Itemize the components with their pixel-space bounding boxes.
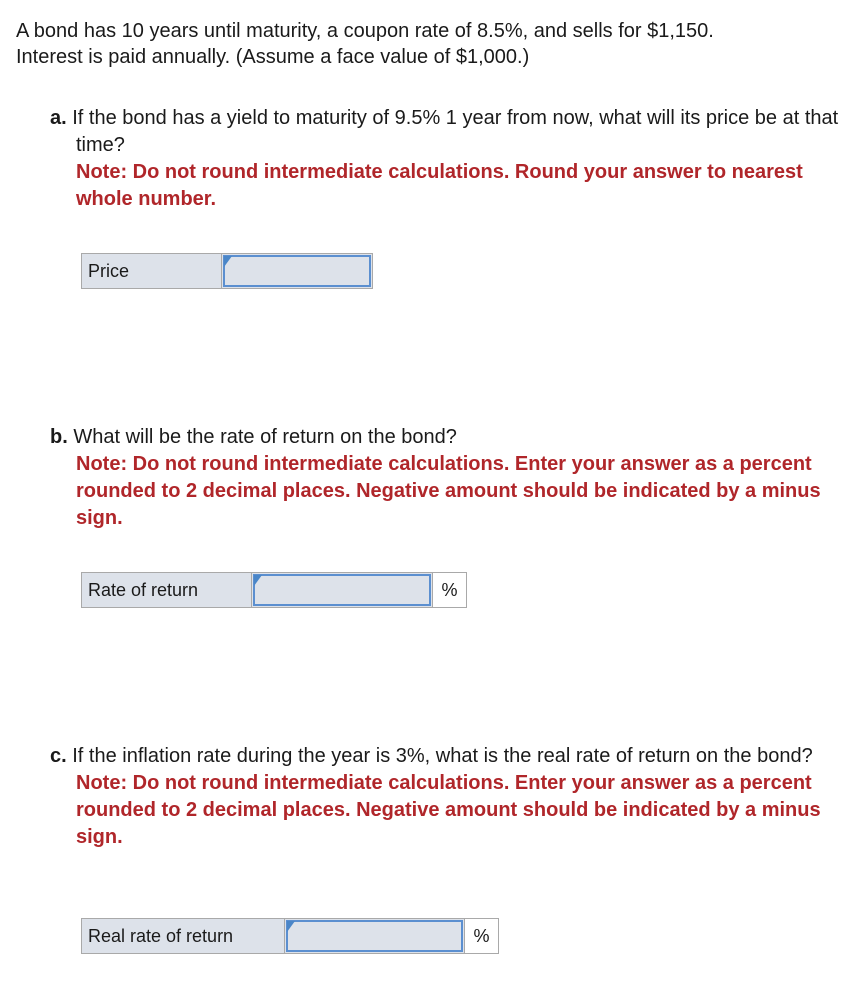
real-rate-of-return-label: Real rate of return [81, 918, 284, 954]
price-input[interactable] [223, 255, 371, 287]
question-b [50, 424, 840, 532]
percent-unit: % [465, 918, 499, 954]
question-a-text [50, 105, 840, 159]
price-input-cell [221, 253, 373, 289]
answer-row-price [81, 253, 373, 289]
rate-of-return-input-cell [251, 572, 433, 608]
question-a [50, 105, 840, 213]
question-c-note: Note: Do not round intermediate calculations. Enter your answer as a percent rounded to 2 decimal places. Negative amount should be indicated by a minus sign. [76, 772, 821, 848]
problem-statement [16, 18, 856, 70]
answer-row-rate-of-return [81, 572, 467, 608]
question-c [50, 743, 840, 851]
question-b-note: Note: Do not round intermediate calculations. Enter your answer as a percent rounded to 2 decimal places. Negative amount should be indicated by a minus sign. [76, 453, 821, 529]
question-a-prompt: If the bond has a yield to maturity of 9.5% 1 year from now, what will its price be at that time? [72, 107, 839, 156]
rate-of-return-input[interactable] [253, 574, 431, 606]
price-label: Price [81, 253, 221, 289]
question-b-prompt: What will be the rate of return on the bond? [73, 426, 457, 448]
problem-line-1: A bond has 10 years until maturity, a coupon rate of 8.5%, and sells for $1,150. [16, 20, 714, 42]
question-c-prompt: If the inflation rate during the year is 3%, what is the real rate of return on the bond? [72, 745, 813, 767]
question-a-note: Note: Do not round intermediate calculations. Round your answer to nearest whole number. [76, 161, 803, 210]
question-b-letter: b. [50, 426, 68, 448]
question-a-letter: a. [50, 107, 67, 129]
question-c-letter: c. [50, 745, 67, 767]
real-rate-of-return-input-cell [284, 918, 465, 954]
answer-row-real-rate-of-return [81, 918, 499, 954]
real-rate-of-return-input[interactable] [286, 920, 463, 952]
question-c-text [50, 743, 840, 770]
rate-of-return-label: Rate of return [81, 572, 251, 608]
percent-unit: % [433, 572, 467, 608]
problem-line-2: Interest is paid annually. (Assume a face value of $1,000.) [16, 46, 530, 68]
question-b-text [50, 424, 840, 451]
